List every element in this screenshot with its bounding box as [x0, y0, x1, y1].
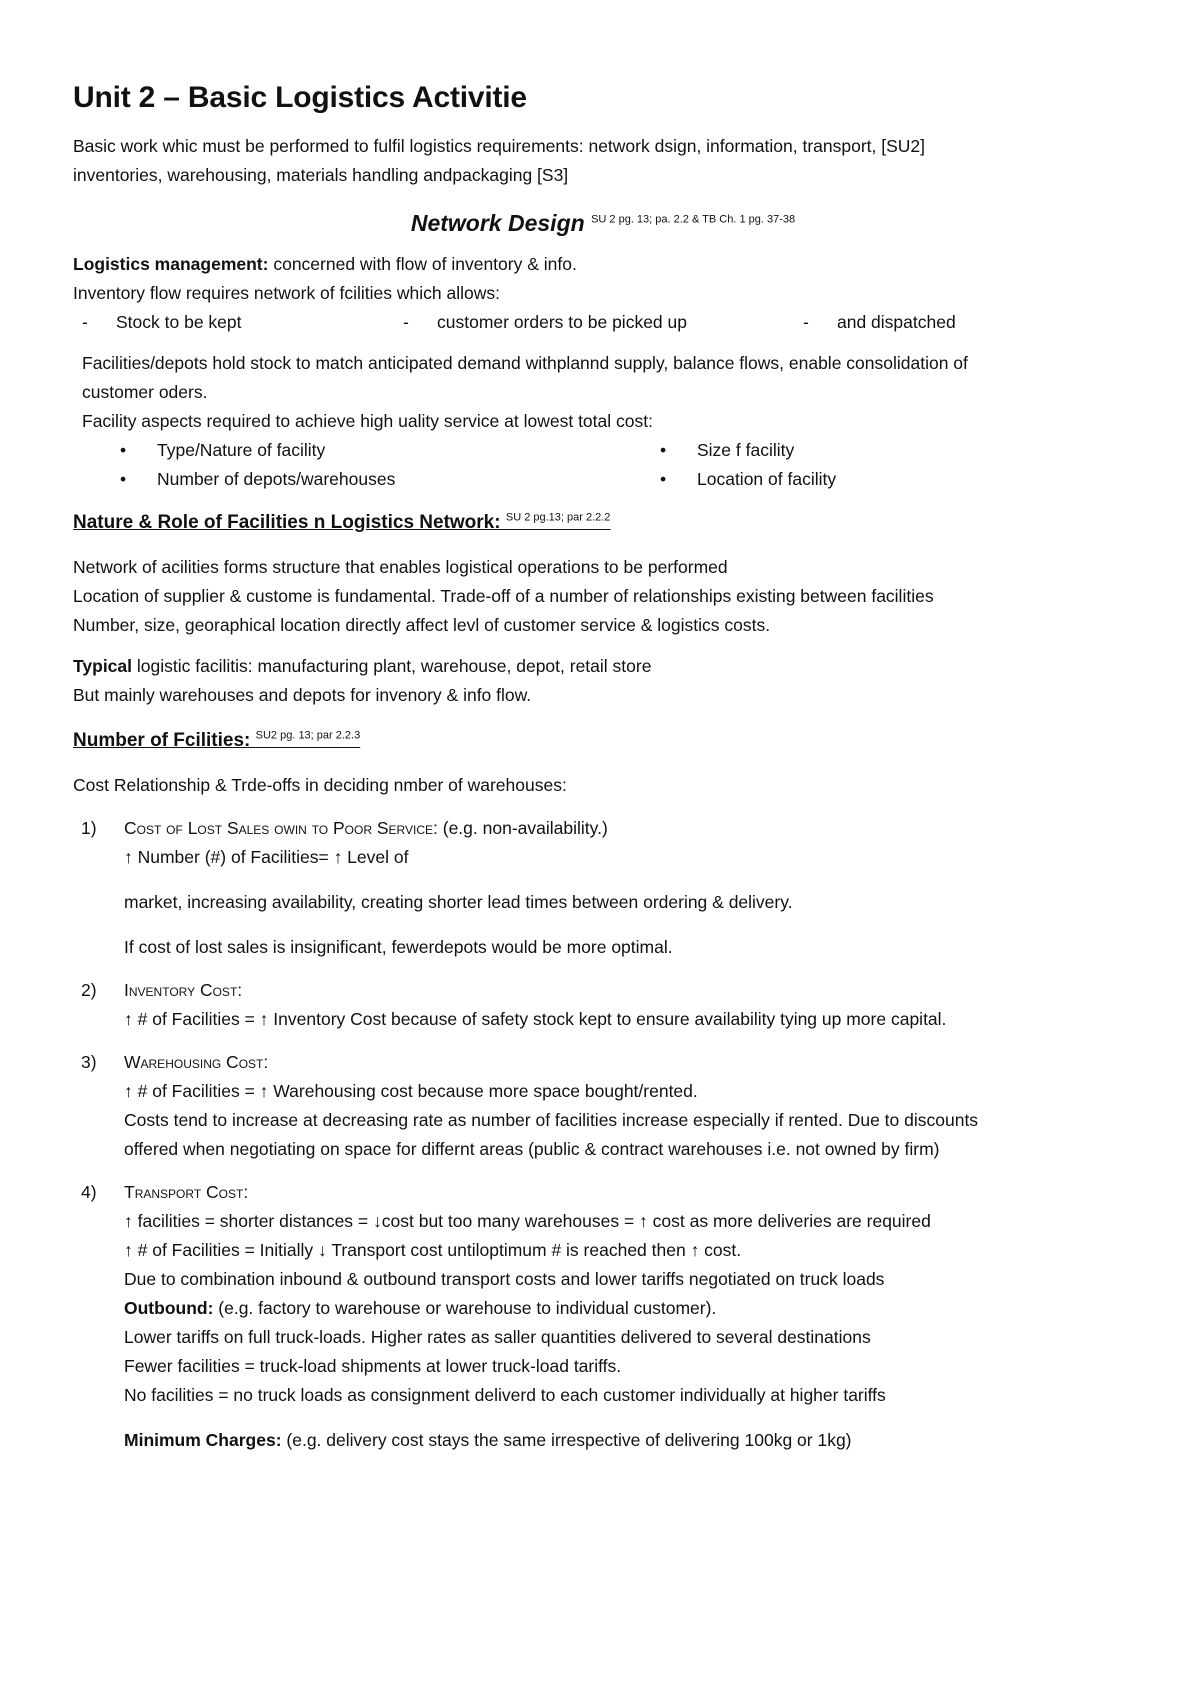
item-title: Cost of Lost Sales owin to Poor Service:: [124, 818, 438, 838]
dash-list: [73, 308, 1133, 337]
bullet-marker: •: [120, 469, 127, 489]
minimum-charges-text: (e.g. delivery cost stays the same irrespective of delivering 100kg or 1kg): [281, 1430, 852, 1450]
dash-marker: -: [403, 312, 409, 332]
item-line: ↑ # of Facilities = ↑ Warehousing cost because more space bought/rented.: [124, 1081, 698, 1101]
bullet-item: [660, 465, 1160, 494]
bullet-marker: •: [660, 440, 667, 460]
bullet-text: Size f facility: [697, 440, 795, 460]
typical-facilities-paragraph: [73, 652, 1133, 710]
inventory-flow-line: Inventory flow requires network of fcilities which allows:: [73, 283, 500, 303]
number-facilities-title: Number of Fcilities:: [73, 730, 251, 751]
dash-item: [73, 308, 403, 337]
item-line: If cost of lost sales is insignificant, fewerdepots would be more optimal.: [124, 937, 673, 957]
nature-role-ref: SU 2 pg.13; par 2.2.2: [505, 511, 611, 524]
item-body: [124, 1178, 1133, 1455]
item-line: Lower tariffs on full truck-loads. Higher rates as saller quantities delivered to several destinations: [124, 1327, 871, 1347]
item-body: [124, 976, 1133, 1034]
bullet-item: [120, 465, 660, 494]
nature-role-line: Location of supplier & custome is fundamental. Trade-off of a number of relationships existing between facilities: [73, 586, 934, 606]
minimum-charges-label: Minimum Charges:: [124, 1430, 282, 1450]
dash-item-text: and dispatched: [837, 312, 956, 332]
item-line: ↑ Number (#) of Facilities= ↑ Level of: [124, 847, 409, 867]
nature-role-line: Network of acilities forms structure that enables logistical operations to be performed: [73, 557, 728, 577]
item-title-line: [124, 814, 1133, 843]
minimum-charges-line: [124, 1426, 1133, 1455]
bullet-text: Location of facility: [697, 469, 837, 489]
logistics-management-line: [73, 250, 1133, 279]
bullet-text: Number of depots/warehouses: [157, 469, 396, 489]
item-line: offered when negotiating on space for differnt areas (public & contract warehouses i.e. not owned by firm): [124, 1139, 940, 1159]
item-line: ↑ facilities = shorter distances = ↓cost but too many warehouses = ↑ cost as more deliveries are required: [124, 1211, 931, 1231]
facilities-line-1: Facilities/depots hold stock to match anticipated demand withplannd supply, balance flows, enable consolidation of: [82, 353, 968, 373]
dash-item: [803, 308, 956, 337]
item-title-line: [124, 976, 1133, 1005]
item-line: Due to combination inbound & outbound transport costs and lower tariffs negotiated on truck loads: [124, 1269, 885, 1289]
item-title-line: [124, 1178, 1133, 1207]
dash-item-text: Stock to be kept: [116, 312, 242, 332]
intro-line-2: inventories, warehousing, materials handling andpackaging [S3]: [73, 165, 569, 185]
item-number: 1): [81, 818, 97, 838]
item-number: 2): [81, 980, 97, 1000]
aspects-bullet-list: [73, 436, 1133, 494]
dash-marker: -: [803, 312, 809, 332]
bullet-marker: •: [660, 469, 667, 489]
outbound-label: Outbound:: [124, 1298, 214, 1318]
item-body: [124, 1048, 1133, 1164]
numbered-item: [73, 1178, 1133, 1455]
item-title: Transport Cost:: [124, 1182, 249, 1202]
item-title-line: [124, 1048, 1133, 1077]
dash-marker: -: [82, 312, 88, 332]
typical-label: Typical: [73, 656, 133, 676]
outbound-text: (e.g. factory to warehouse or warehouse to individual customer).: [213, 1298, 717, 1318]
item-title: Inventory Cost:: [124, 980, 243, 1000]
document-page: [73, 72, 1133, 1455]
page-title: Unit 2 – Basic Logistics Activitie: [73, 81, 527, 114]
network-design-heading: [73, 206, 1133, 240]
facilities-line-2: customer oders.: [82, 382, 208, 402]
item-title-rest: (e.g. non-availability.): [437, 818, 608, 838]
numbered-item: [73, 976, 1133, 1034]
item-number: 3): [81, 1052, 97, 1072]
numbered-item: [73, 1048, 1133, 1164]
number-facilities-ref: SU2 pg. 13; par 2.2.3: [255, 729, 361, 742]
network-design-title: Network Design: [410, 210, 585, 236]
cost-relationship-intro: Cost Relationship & Trde-offs in deciding nmber of warehouses:: [73, 775, 567, 795]
outbound-line: [124, 1294, 1133, 1323]
intro-line-1: Basic work whic must be performed to fulfil logistics requirements: network dsign, information, transport, [SU2]: [73, 136, 926, 156]
typical-line-1: [73, 652, 1133, 681]
item-line: Costs tend to increase at decreasing rate as number of facilities increase especially if rented. Due to discounts: [124, 1110, 979, 1130]
numbered-item: [73, 814, 1133, 962]
item-line: No facilities = no truck loads as consignment deliverd to each customer individually at higher tariffs: [124, 1385, 886, 1405]
dash-item-text: customer orders to be picked up: [437, 312, 687, 332]
bullet-item: [660, 436, 1160, 465]
logistics-management-text: concerned with flow of inventory & info.: [268, 254, 577, 274]
facilities-paragraph: [73, 349, 1133, 436]
logistics-management-label: Logistics management:: [73, 254, 269, 274]
bullet-text: Type/Nature of facility: [157, 440, 326, 460]
item-line: ↑ # of Facilities = Initially ↓ Transport cost untiloptimum # is reached then ↑ cost.: [124, 1240, 742, 1260]
aspects-line: Facility aspects required to achieve high uality service at lowest total cost:: [82, 411, 653, 431]
typical-text: logistic facilitis: manufacturing plant, warehouse, depot, retail store: [132, 656, 652, 676]
bullet-item: [120, 436, 660, 465]
item-number: 4): [81, 1182, 97, 1202]
item-line: market, increasing availability, creating shorter lead times between ordering & delivery.: [124, 892, 793, 912]
dash-item: [403, 308, 803, 337]
item-line: Fewer facilities = truck-load shipments at lower truck-load tariffs.: [124, 1356, 622, 1376]
item-line: ↑ # of Facilities = ↑ Inventory Cost because of safety stock kept to ensure availability tying up more capital.: [124, 1009, 947, 1029]
item-title: Warehousing Cost:: [124, 1052, 269, 1072]
network-design-ref: SU 2 pg. 13; pa. 2.2 & TB Ch. 1 pg. 37-38: [591, 213, 796, 226]
bullet-marker: •: [120, 440, 127, 460]
number-facilities-heading: [73, 726, 1133, 755]
nature-role-paragraph: [73, 553, 1133, 640]
typical-line-2: But mainly warehouses and depots for invenory & info flow.: [73, 685, 532, 705]
item-body: [124, 814, 1133, 962]
nature-role-line: Number, size, georaphical location directly affect levl of customer service & logistics costs.: [73, 615, 771, 635]
nature-role-title: Nature & Role of Facilities n Logistics Network:: [73, 512, 501, 533]
nature-role-heading: [73, 508, 1133, 537]
